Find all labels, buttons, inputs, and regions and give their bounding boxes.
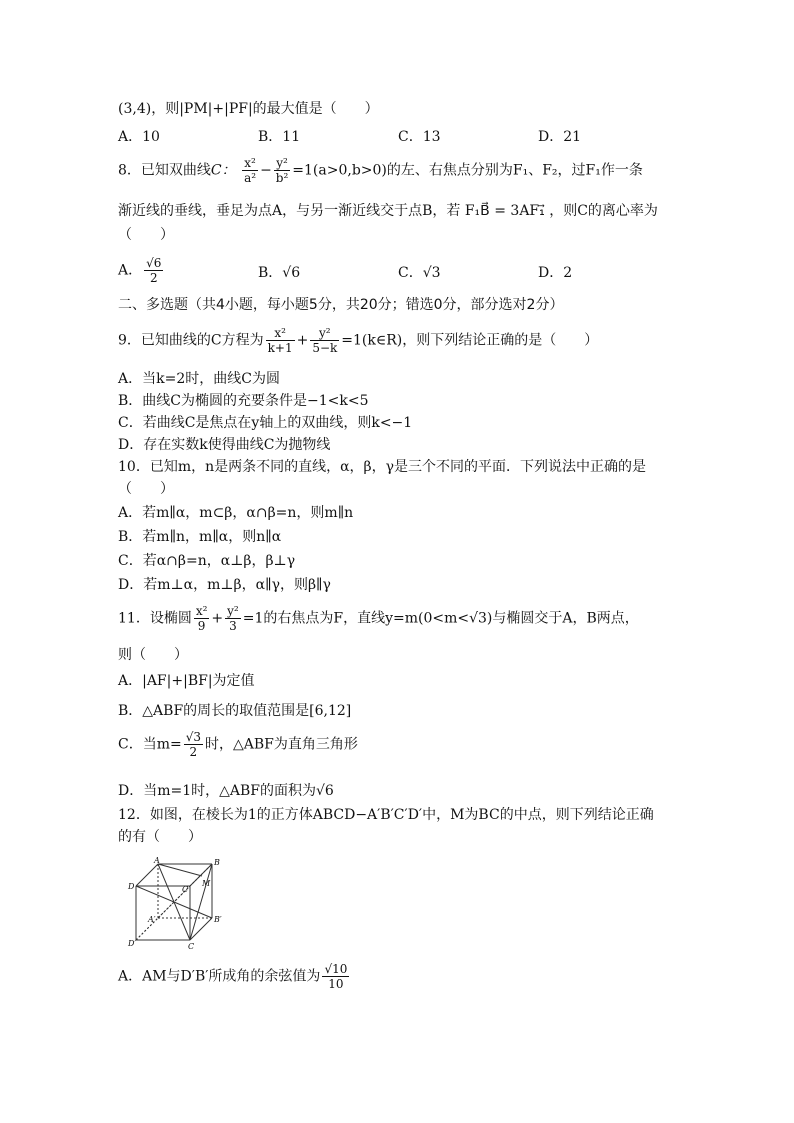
q11-option-c-fraction: $\frac{√3}{2}$ (185, 730, 201, 759)
q12-line1: 12．如图，在棱长为1的正方体ABCD−A′B′C′D′中，M为BC的中点，则下列结论正确 (118, 807, 654, 823)
cube-figure (126, 856, 236, 952)
q11-line2: 则（ ） (118, 647, 188, 663)
label-d-prime: D′ (128, 939, 137, 948)
q9-fraction-x: $\frac{\text{x²}}{k+1}$ (267, 326, 293, 355)
q8-option-a-fraction: $\frac{√6}{2}$ (146, 256, 162, 285)
q11-fraction-y: $\frac{\text{y²}}{3}$ (227, 604, 239, 633)
q7-option-c: C．13 (398, 129, 441, 145)
label-a-prime: A′ (148, 915, 156, 924)
q11-line1: 11．设椭圆 $\frac{\text{x²}}{9}$ + $\frac{\text{y²}}{3}$ =1的右焦点为F，直线y=m(0<m<√3)与椭圆交于A，B两点， (118, 604, 639, 633)
q10-option-c: C．若α∩β=n，α⊥β，β⊥γ (118, 553, 296, 569)
q10-line2: （ ） (118, 481, 174, 497)
q12-option-a-fraction: $\frac{√10}{10}$ (324, 962, 348, 991)
q8-number: 8．已知双曲线 (118, 162, 211, 179)
section-2-title: 二、多选题（共4小题，每小题5分，共20分；错选0分，部分选对2分） (118, 297, 564, 313)
label-d: D (128, 882, 135, 891)
q9-option-c: C．若曲线C是焦点在y轴上的双曲线，则k<−1 (118, 415, 413, 431)
label-a: A (154, 856, 160, 865)
q9-line1: 9．已知曲线的C方程为 $\frac{\text{x²}}{k+1}$ + $\frac{\text{y²}}{5-k}$ =1(k∈R)，则下列结论正确的是（ ） (118, 326, 599, 355)
q7-option-a: A．10 (118, 129, 160, 145)
q8-fraction-x: $\frac{\text{x²}}{\text{a²}}$ (244, 156, 257, 185)
q8-condition: =1(a>0,b>0)的左、右焦点分别为F₁、F₂，过F₁作一条 (292, 162, 643, 179)
q11-option-b: B．△ABF的周长的取值范围是[6,12] (118, 703, 352, 719)
label-b: B (214, 858, 220, 867)
q11-fraction-x: $\frac{\text{x²}}{9}$ (195, 604, 208, 633)
q10-option-b: B．若m∥n，m∥α，则n∥α (118, 529, 282, 545)
q8-line3: （ ） (118, 227, 174, 243)
q9-option-b: B．曲线C为椭圆的充要条件是−1<k<5 (118, 393, 369, 409)
label-b-prime: B′ (214, 915, 222, 924)
q9-option-a: A．当k=2时，曲线C为圆 (118, 371, 280, 387)
q7-option-d: D．21 (538, 129, 582, 145)
q12-option-a: A．AM与D′B′所成角的余弦值为 $\frac{√10}{10}$ (118, 962, 348, 991)
q8-line1: 8．已知双曲线C： $\frac{\text{x²}}{\text{a²}}$ − $\frac{\text{y²}}{\text{b²}}$ =1(a>0,b>0)的左、右焦点分别为F₁、F₂，过F₁作一条 (118, 156, 643, 185)
label-c-bottom: C (188, 942, 195, 951)
q11-option-c: C．当m= $\frac{√3}{2}$ 时，△ABF为直角三角形 (118, 730, 358, 759)
q11-option-d: D．当m=1时，△ABF的面积为√6 (118, 783, 334, 799)
label-c-top: C (182, 885, 189, 894)
q8-option-c: C．√3 (398, 265, 441, 281)
q8-fraction-y: $\frac{\text{y²}}{\text{b²}}$ (275, 156, 289, 185)
label-m: M (202, 879, 211, 888)
q8-curve-name: C： (210, 162, 236, 179)
q10-option-d: D．若m⊥α，m⊥β，α∥γ，则β∥γ (118, 577, 331, 593)
q9-fraction-y: $\frac{\text{y²}}{5-k}$ (312, 326, 338, 355)
q7-line: (3,4)，则|PM|+|PF|的最大值是（ ） (118, 101, 379, 117)
q10-option-a: A．若m∥α，m⊂β，α∩β=n，则m∥n (118, 505, 354, 521)
q7-option-b: B．11 (258, 129, 301, 145)
q8-option-a: A． $\frac{√6}{2}$ (118, 256, 162, 285)
q8-option-d: D．2 (538, 265, 573, 281)
q11-option-a: A．|AF|+|BF|为定值 (118, 673, 255, 689)
q8-option-b: B．√6 (258, 265, 301, 281)
q8-line2: 渐近线的垂线，垂足为点A，与另一渐近线交于点B，若 F₁B⃗ = 3AF₁⃗ ，则C的离心率为 (118, 203, 658, 219)
q10-line1: 10．已知m，n是两条不同的直线，α，β，γ是三个不同的平面．下列说法中正确的是 (118, 459, 647, 475)
q9-option-d: D．存在实数k使得曲线C为抛物线 (118, 437, 331, 453)
q12-line2: 的有（ ） (118, 829, 202, 845)
